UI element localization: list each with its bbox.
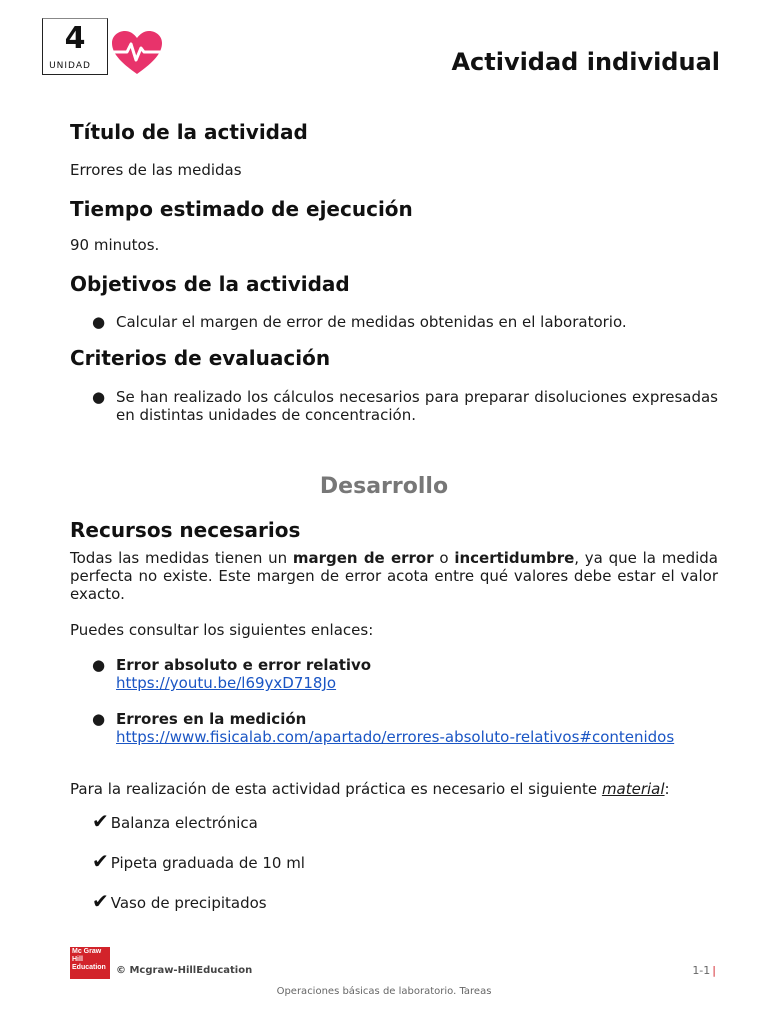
section-heading-tiempo: Tiempo estimado de ejecución	[70, 197, 413, 221]
bullet-icon: ●	[92, 656, 106, 674]
criterion-text: Se han realizado los cálculos necesarios para preparar disoluciones expresadas en distintas unidades de concentración.	[116, 388, 718, 424]
checkmark-icon: ✔	[92, 849, 109, 873]
link-title: Errores en la medición	[116, 710, 307, 728]
intro-paragraph: Todas las medidas tienen un margen de error o incertidumbre, ya que la medida perfecta no existe. Este margen de error acota entre qué valores debe estar el valor exacto.	[70, 549, 719, 603]
objective-text: Calcular el margen de error de medidas obtenidas en el laboratorio.	[116, 313, 627, 331]
material-item: Vaso de precipitados	[110, 894, 267, 912]
section-heading-recursos: Recursos necesarios	[70, 518, 301, 542]
list-item	[92, 809, 258, 833]
activity-title-text: Errores de las medidas	[70, 161, 242, 179]
time-text: 90 minutos.	[70, 236, 160, 254]
link-fisicalab[interactable]: https://www.fisicalab.com/apartado/errores-absoluto-relativos#contenidos	[116, 728, 675, 746]
bullet-icon: ●	[92, 313, 106, 331]
bold-term: incertidumbre	[454, 549, 575, 567]
bold-term: margen de error	[292, 549, 434, 567]
section-heading-titulo: Título de la actividad	[70, 120, 308, 144]
bullet-icon: ●	[92, 388, 106, 406]
bullet-icon: ●	[92, 710, 106, 728]
copyright-text: © Mcgraw-HillEducation	[116, 965, 253, 976]
page-number: 1-1 |	[692, 964, 716, 977]
list-item	[92, 849, 305, 873]
checkmark-icon: ✔	[92, 809, 109, 833]
links-intro: Puedes consultar los siguientes enlaces:	[70, 621, 374, 639]
desarrollo-heading: Desarrollo	[319, 474, 449, 499]
course-title: Operaciones básicas de laboratorio. Tareas	[276, 986, 492, 997]
material-item: Pipeta graduada de 10 ml	[110, 854, 305, 872]
publisher-logo: Mc Graw Hill Education	[70, 947, 110, 979]
material-item: Balanza electrónica	[110, 814, 258, 832]
material-word: material	[601, 780, 665, 798]
checkmark-icon: ✔	[92, 889, 109, 913]
list-item	[92, 889, 267, 913]
unit-badge	[42, 18, 108, 75]
section-heading-criterios: Criterios de evaluación	[70, 346, 331, 370]
document-title: Actividad individual	[451, 48, 720, 76]
heart-pulse-icon	[110, 30, 164, 76]
unit-label: UNIDAD	[49, 61, 91, 71]
unit-number: 4	[64, 21, 86, 56]
material-intro: Para la realización de esta actividad práctica es necesario el siguiente material:	[70, 780, 670, 798]
link-youtube[interactable]: https://youtu.be/l69yxD718Jo	[116, 674, 337, 692]
link-title: Error absoluto e error relativo	[116, 656, 372, 674]
section-heading-objetivos: Objetivos de la actividad	[70, 272, 350, 296]
